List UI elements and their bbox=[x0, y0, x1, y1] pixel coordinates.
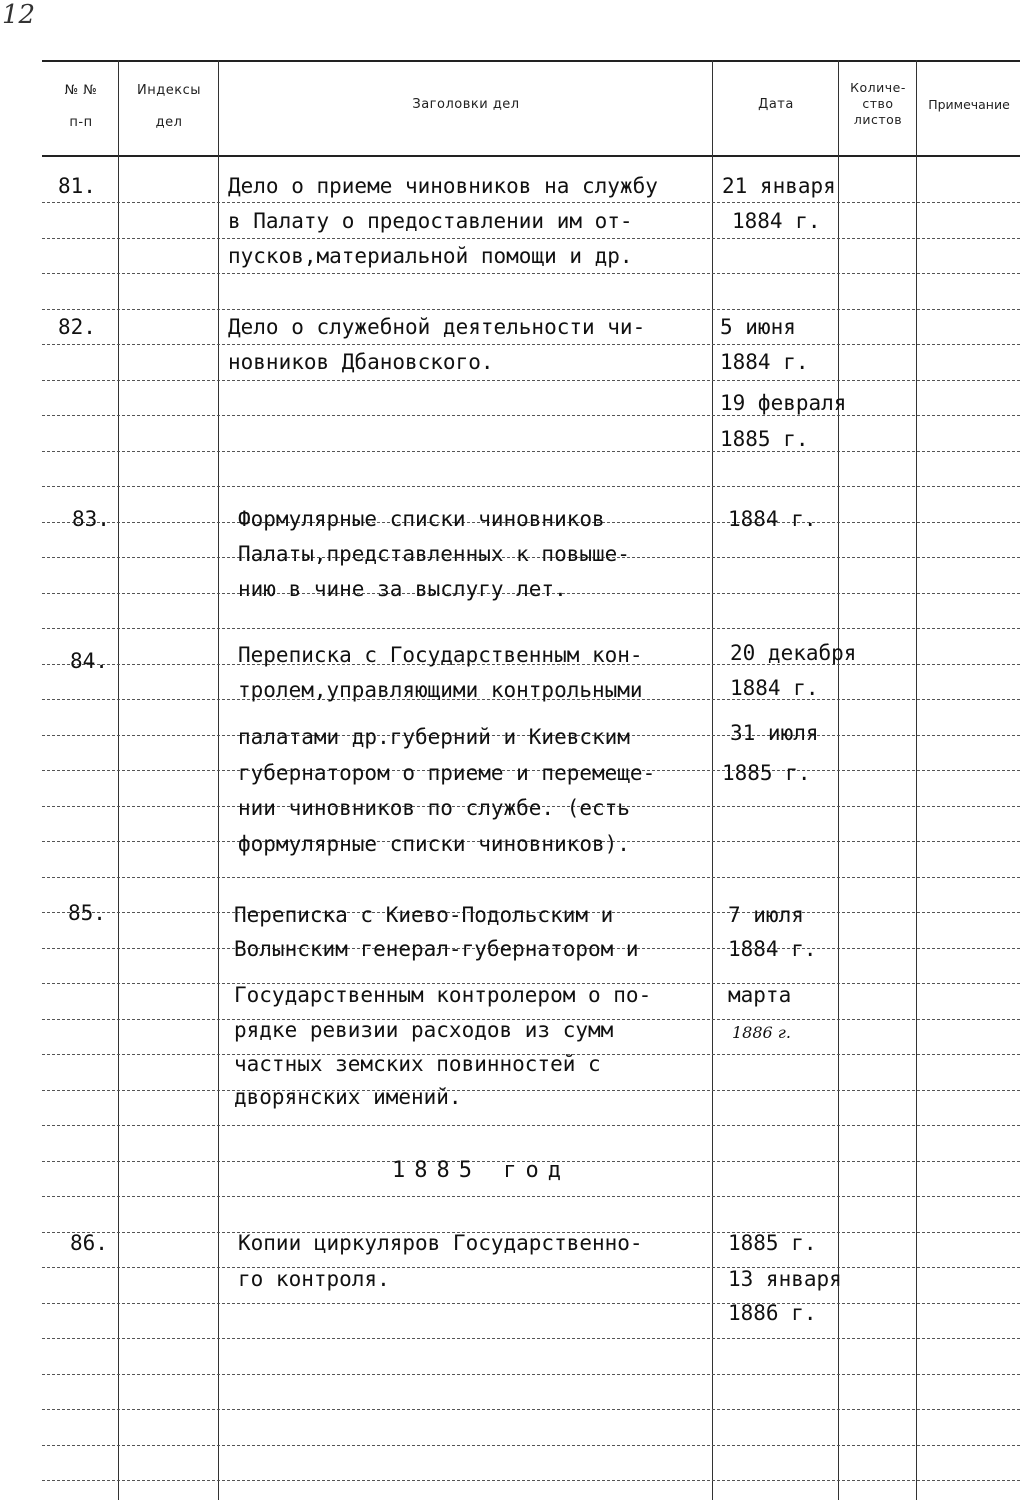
row-rule bbox=[42, 238, 1020, 239]
entry-title-line: Государственным контролером о по- bbox=[234, 983, 652, 1007]
entry-title-line: губернатором о приеме и перемеще- bbox=[238, 761, 656, 785]
entry-date-line: 1885 г. bbox=[728, 1231, 817, 1255]
entry-date-handwritten: 1886 г. bbox=[732, 1023, 791, 1042]
entry-title-line: Переписка с Киево-Подольским и bbox=[234, 903, 614, 927]
row-rule bbox=[42, 309, 1020, 310]
entry-title-line: новников Дбановского. bbox=[228, 350, 494, 374]
entry-title-line: Переписка с Государственным кон- bbox=[238, 643, 643, 667]
row-rule bbox=[42, 451, 1020, 452]
entry-number: 84. bbox=[70, 649, 108, 673]
entry-title-line: нию в чине за выслугу лет. bbox=[238, 577, 567, 601]
entry-title-line: формулярные списки чиновников). bbox=[238, 832, 630, 856]
entry-date-line: 7 июля bbox=[728, 903, 804, 927]
header-number bbox=[44, 82, 118, 132]
column-divider bbox=[916, 60, 917, 1500]
entry-title-line: Дело о приеме чиновников на службу bbox=[228, 174, 658, 198]
entry-date-line: 1885 г. bbox=[720, 427, 809, 451]
entry-number: 86. bbox=[70, 1231, 108, 1255]
entry-date-line: 31 июля bbox=[730, 721, 819, 745]
header-bottom-border bbox=[42, 155, 1020, 157]
header-number-line: п-п bbox=[69, 115, 93, 130]
entry-date-line: 13 января bbox=[728, 1267, 842, 1291]
entry-title-line: Палаты,представленных к повыше- bbox=[238, 542, 630, 566]
entry-number: 85. bbox=[68, 901, 106, 925]
page-number: 12 bbox=[2, 0, 36, 30]
entry-date-line: 20 декабря bbox=[730, 641, 857, 665]
entry-title-line: Формулярные списки чиновников bbox=[238, 507, 605, 531]
row-rule bbox=[42, 1374, 1020, 1375]
header-title: Заголовки дел bbox=[412, 97, 520, 112]
row-rule bbox=[42, 1196, 1020, 1197]
header-index-line: дел bbox=[155, 115, 183, 130]
entry-date-line: 5 июня bbox=[720, 315, 796, 339]
header-date: Дата bbox=[758, 97, 794, 112]
entry-title-line: Дело о служебной деятельности чи- bbox=[228, 315, 646, 339]
year-heading: 1885 год bbox=[392, 1158, 570, 1183]
entry-title-line: тролем,управляющими контрольными bbox=[238, 678, 643, 702]
entry-date-line: 1884 г. bbox=[720, 350, 809, 374]
row-rule bbox=[42, 1480, 1020, 1481]
entry-date-line: 1886 г. bbox=[728, 1301, 817, 1325]
entry-title-line: рядке ревизии расходов из сумм bbox=[234, 1018, 614, 1042]
row-rule bbox=[42, 273, 1020, 274]
column-divider bbox=[712, 60, 713, 1500]
entry-title-line: Волынским генерал-губернатором и bbox=[234, 937, 639, 961]
row-rule bbox=[42, 877, 1020, 878]
row-rule bbox=[42, 1125, 1020, 1126]
row-rule bbox=[42, 1267, 1020, 1268]
header-sheet-count bbox=[840, 80, 916, 128]
entry-title-line: Копии циркуляров Государственно- bbox=[238, 1231, 643, 1255]
row-rule bbox=[42, 628, 1020, 629]
row-rule bbox=[42, 202, 1020, 203]
entry-title-line: го контроля. bbox=[238, 1267, 390, 1291]
row-rule bbox=[42, 344, 1020, 345]
header-index-line: Индексы bbox=[137, 83, 201, 98]
entry-number: 82. bbox=[58, 315, 96, 339]
entry-title-line: дворянских имений. bbox=[234, 1085, 462, 1109]
entry-title-line: частных земских повинностей с bbox=[234, 1052, 601, 1076]
header-number-line: № № bbox=[64, 83, 98, 98]
entry-date-line: 1885 г. bbox=[722, 761, 811, 785]
table-top-border bbox=[42, 60, 1020, 62]
header-note: Примечание bbox=[928, 97, 1010, 112]
row-rule bbox=[42, 1338, 1020, 1339]
entry-date-line: 21 января bbox=[722, 174, 836, 198]
row-rule bbox=[42, 380, 1020, 381]
row-rule bbox=[42, 1090, 1020, 1091]
row-rule bbox=[42, 1445, 1020, 1446]
header-index bbox=[120, 82, 218, 132]
entry-number: 81. bbox=[58, 174, 96, 198]
row-rule bbox=[42, 486, 1020, 487]
entry-date-line: марта bbox=[728, 983, 792, 1007]
column-divider bbox=[218, 60, 219, 1500]
entry-number: 83. bbox=[72, 507, 110, 531]
column-divider bbox=[118, 60, 119, 1500]
row-rule bbox=[42, 415, 1020, 416]
row-rule bbox=[42, 1409, 1020, 1410]
header-count-line: листов bbox=[853, 112, 903, 127]
entry-title-line: палатами др.губерний и Киевским bbox=[238, 725, 630, 749]
entry-title-line: в Палату о предоставлении им от- bbox=[228, 209, 633, 233]
entry-date-line: 19 февраля bbox=[720, 391, 847, 415]
header-count-line: Количе- bbox=[850, 80, 906, 95]
entry-date-line: 1884 г. bbox=[730, 676, 819, 700]
entry-date-line: 1884 г. bbox=[728, 937, 817, 961]
row-rule bbox=[42, 1303, 1020, 1304]
entry-title-line: нии чиновников по службе. (есть bbox=[238, 796, 630, 820]
header-count-line: ство bbox=[862, 96, 894, 111]
entry-title-line: пусков,материальной помощи и др. bbox=[228, 244, 633, 268]
entry-date-line: 1884 г. bbox=[728, 507, 817, 531]
entry-date-line: 1884 г. bbox=[732, 209, 821, 233]
